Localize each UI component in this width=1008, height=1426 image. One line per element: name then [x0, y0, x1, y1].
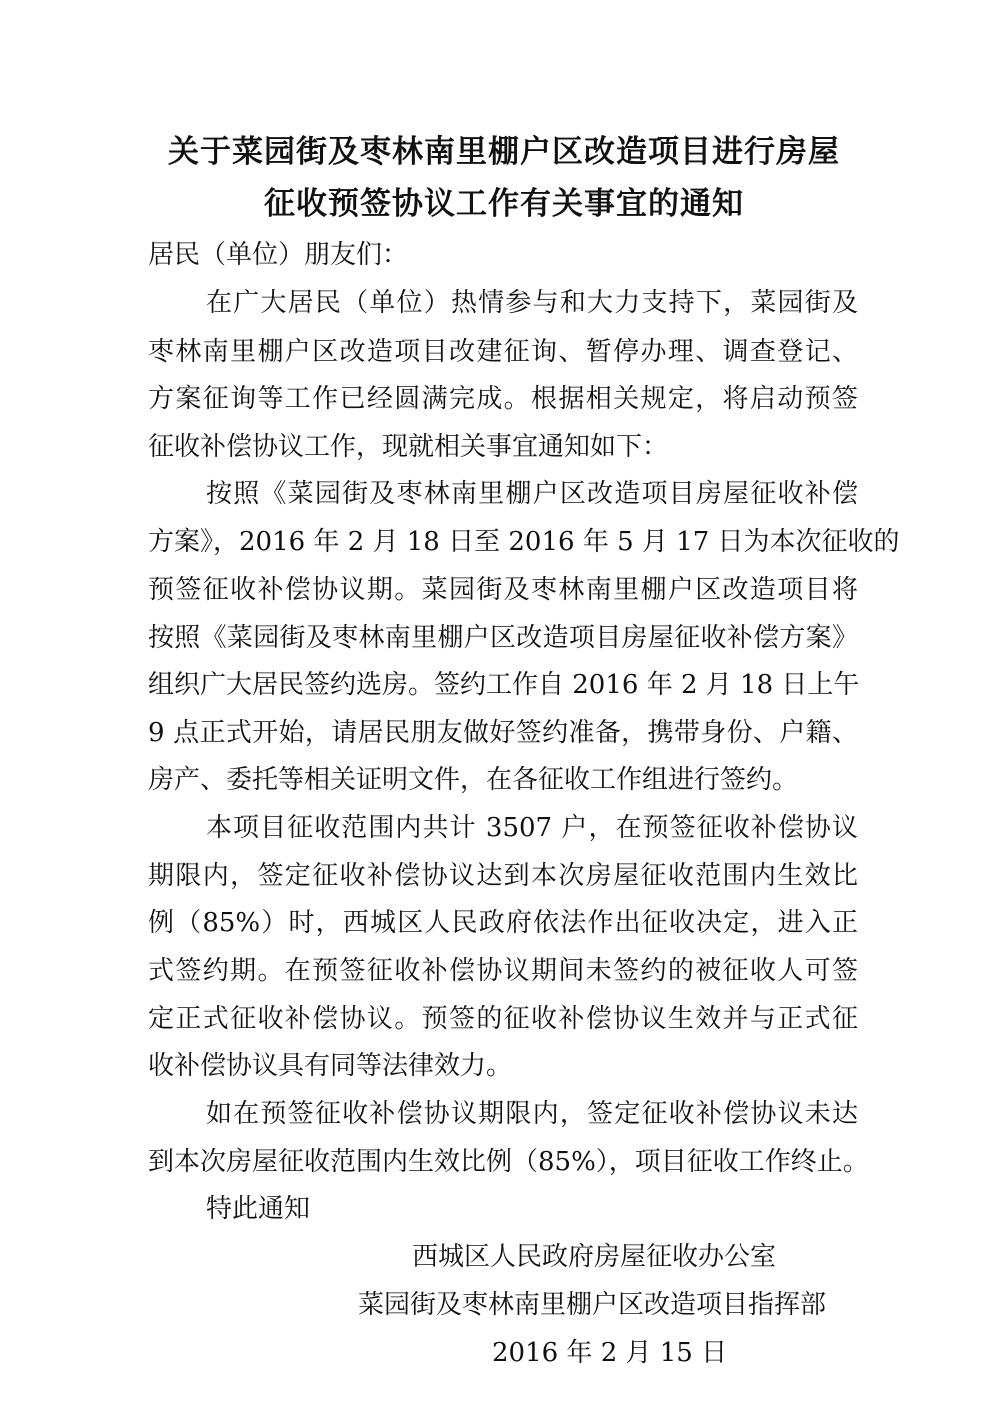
- paragraph-2-line-4: 按照《菜园街及枣林南里棚户区改造项目房屋征收补偿方案》: [148, 623, 858, 653]
- paragraph-2-line-3: 预签征收补偿协议期。菜园街及枣林南里棚户区改造项目将: [148, 575, 858, 605]
- paragraph-1-line-4: 征收补偿协议工作，现就相关事宜通知如下：: [148, 432, 669, 462]
- paragraph-2-line-7: 房产、委托等相关证明文件，在各征收工作组进行签约。: [148, 765, 799, 795]
- paragraph-3-line-5: 定正式征收补偿协议。预签的征收补偿协议生效并与正式征: [148, 1004, 858, 1034]
- paragraph-1-line-3: 方案征询等工作已经圆满完成。根据相关规定，将启动预签: [148, 384, 858, 414]
- paragraph-2-line-1: 按照《菜园街及枣林南里棚户区改造项目房屋征收补偿: [206, 479, 858, 509]
- paragraph-3-line-4: 式签约期。在预签征收补偿协议期间未签约的被征收人可签: [148, 956, 858, 986]
- paragraph-3-line-1: 本项目征收范围内共计 3507 户，在预签征收补偿协议: [206, 813, 858, 843]
- paragraph-3-line-2: 期限内，签定征收补偿协议达到本次房屋征收范围内生效比: [148, 861, 858, 891]
- document-title-line-1: 关于菜园街及枣林南里棚户区改造项目进行房屋: [168, 134, 840, 170]
- document-title-line-2: 征收预签协议工作有关事宜的通知: [264, 186, 744, 222]
- closing-remark: 特此通知: [206, 1194, 311, 1224]
- paragraph-3-line-3: 例（85%）时，西城区人民政府依法作出征收决定，进入正: [148, 908, 858, 938]
- paragraph-2-line-5: 组织广大居民签约选房。签约工作自 2016 年 2 月 18 日上午: [148, 670, 860, 700]
- paragraph-2-line-2: 方案》，2016 年 2 月 18 日至 2016 年 5 月 17 日为本次征收的: [148, 527, 900, 557]
- paragraph-1-line-2: 枣林南里棚户区改造项目改建征询、暂停办理、调查登记、: [148, 337, 858, 367]
- document-date: 2016 年 2 月 15 日: [492, 1338, 728, 1368]
- paragraph-1-line-1: 在广大居民（单位）热情参与和大力支持下，菜园街及: [206, 288, 858, 318]
- paragraph-4-line-1: 如在预签征收补偿协议期限内，签定征收补偿协议未达: [206, 1099, 858, 1129]
- salutation: 居民（单位）朋友们：: [148, 240, 409, 270]
- paragraph-3-line-6: 收补偿协议具有同等法律效力。: [148, 1051, 513, 1081]
- paragraph-4-line-2: 到本次房屋征收范围内生效比例（85%），项目征收工作终止。: [148, 1147, 869, 1177]
- signatory-office: 西城区人民政府房屋征收办公室: [412, 1242, 777, 1272]
- paragraph-2-line-6: 9 点正式开始，请居民朋友做好签约准备，携带身份、户籍、: [148, 718, 858, 748]
- signatory-headquarters: 菜园街及枣林南里棚户区改造项目指挥部: [358, 1290, 827, 1320]
